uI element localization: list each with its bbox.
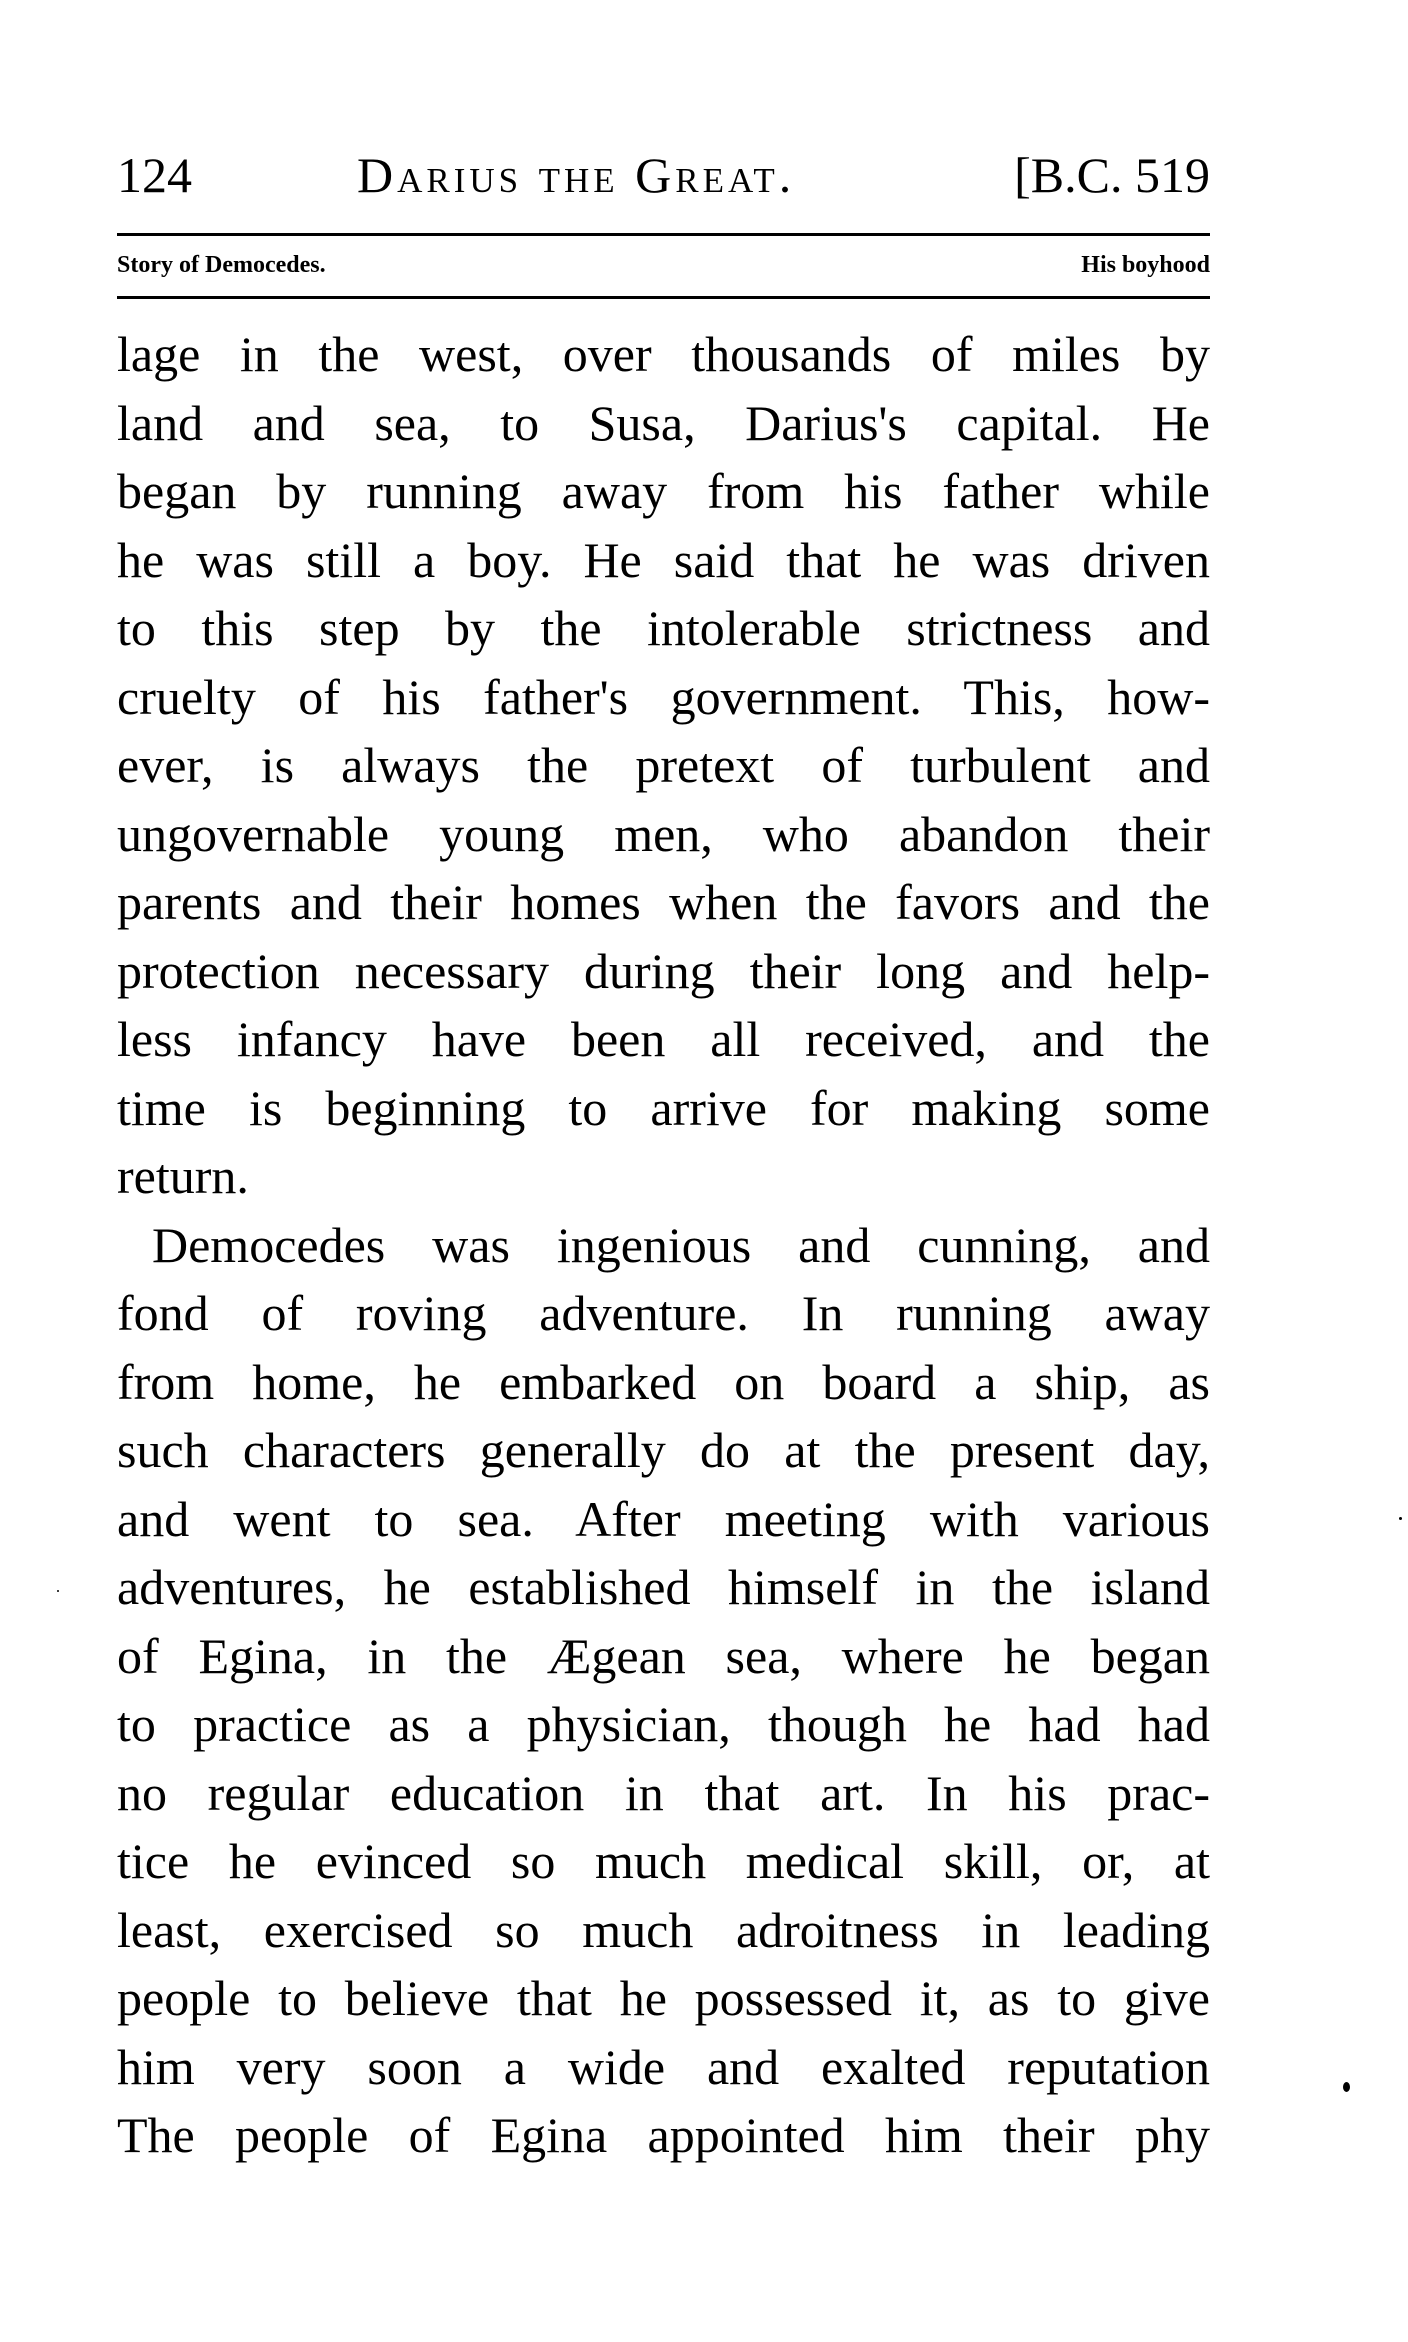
text-line: ungovernable young men, who abandon their — [117, 805, 1210, 862]
ink-speck — [1343, 2082, 1350, 2092]
header-rule-bottom — [117, 296, 1210, 299]
page-header — [117, 140, 1210, 210]
text-line: of Egina, in the Ægean sea, where he began — [117, 1627, 1210, 1684]
header-rule-top — [117, 233, 1210, 236]
text-line: adventures, he established himself in the island — [117, 1559, 1210, 1615]
text-line: The people of Egina appointed him their phy — [117, 2107, 1210, 2163]
text-line: less infancy have been all received, and the — [117, 1011, 1210, 1067]
text-line: no regular education in that art. In his prac- — [117, 1764, 1210, 1821]
text-line: time is beginning to arrive for making some — [117, 1079, 1210, 1136]
text-line: Democedes was ingenious and cunning, and — [152, 1216, 1210, 1273]
text-line: return. — [117, 1148, 249, 1204]
text-line: cruelty of his father's government. This, how- — [117, 668, 1210, 725]
text-line: land and sea, to Susa, Darius's capital. He — [117, 394, 1210, 451]
text-line: him very soon a wide and exalted reputation — [117, 2038, 1210, 2095]
ink-speck — [1399, 1517, 1402, 1520]
ink-speck — [57, 1590, 59, 1592]
text-line: he was still a boy. He said that he was driven — [117, 531, 1210, 588]
running-head-right: His boyhood — [1081, 252, 1210, 278]
text-line: from home, he embarked on board a ship, as — [117, 1353, 1210, 1410]
date-marker: [B.C. 519 — [1014, 147, 1210, 203]
text-line: such characters generally do at the present day, — [117, 1422, 1210, 1478]
text-line: lage in the west, over thousands of miles by — [117, 326, 1210, 382]
text-line: protection necessary during their long and help- — [117, 942, 1210, 999]
text-line: fond of roving adventure. In running away — [117, 1285, 1210, 1341]
text-line: least, exercised so much adroitness in leading — [117, 1901, 1210, 1958]
page-number: 124 — [117, 147, 192, 203]
text-line: and went to sea. After meeting with various — [117, 1490, 1210, 1547]
text-line: ever, is always the pretext of turbulent and — [117, 737, 1210, 793]
text-line: tice he evinced so much medical skill, or, at — [117, 1833, 1210, 1889]
text-line: to this step by the intolerable strictness and — [117, 600, 1210, 656]
book-title: Darius the Great. — [357, 147, 796, 203]
text-line: to practice as a physician, though he had had — [117, 1696, 1210, 1752]
text-line: people to believe that he possessed it, as to give — [117, 1970, 1210, 2026]
text-line: parents and their homes when the favors and the — [117, 874, 1210, 930]
running-head-left: Story of Democedes. — [117, 252, 326, 278]
body-text — [117, 320, 1210, 2170]
text-line: began by running away from his father while — [117, 463, 1210, 519]
